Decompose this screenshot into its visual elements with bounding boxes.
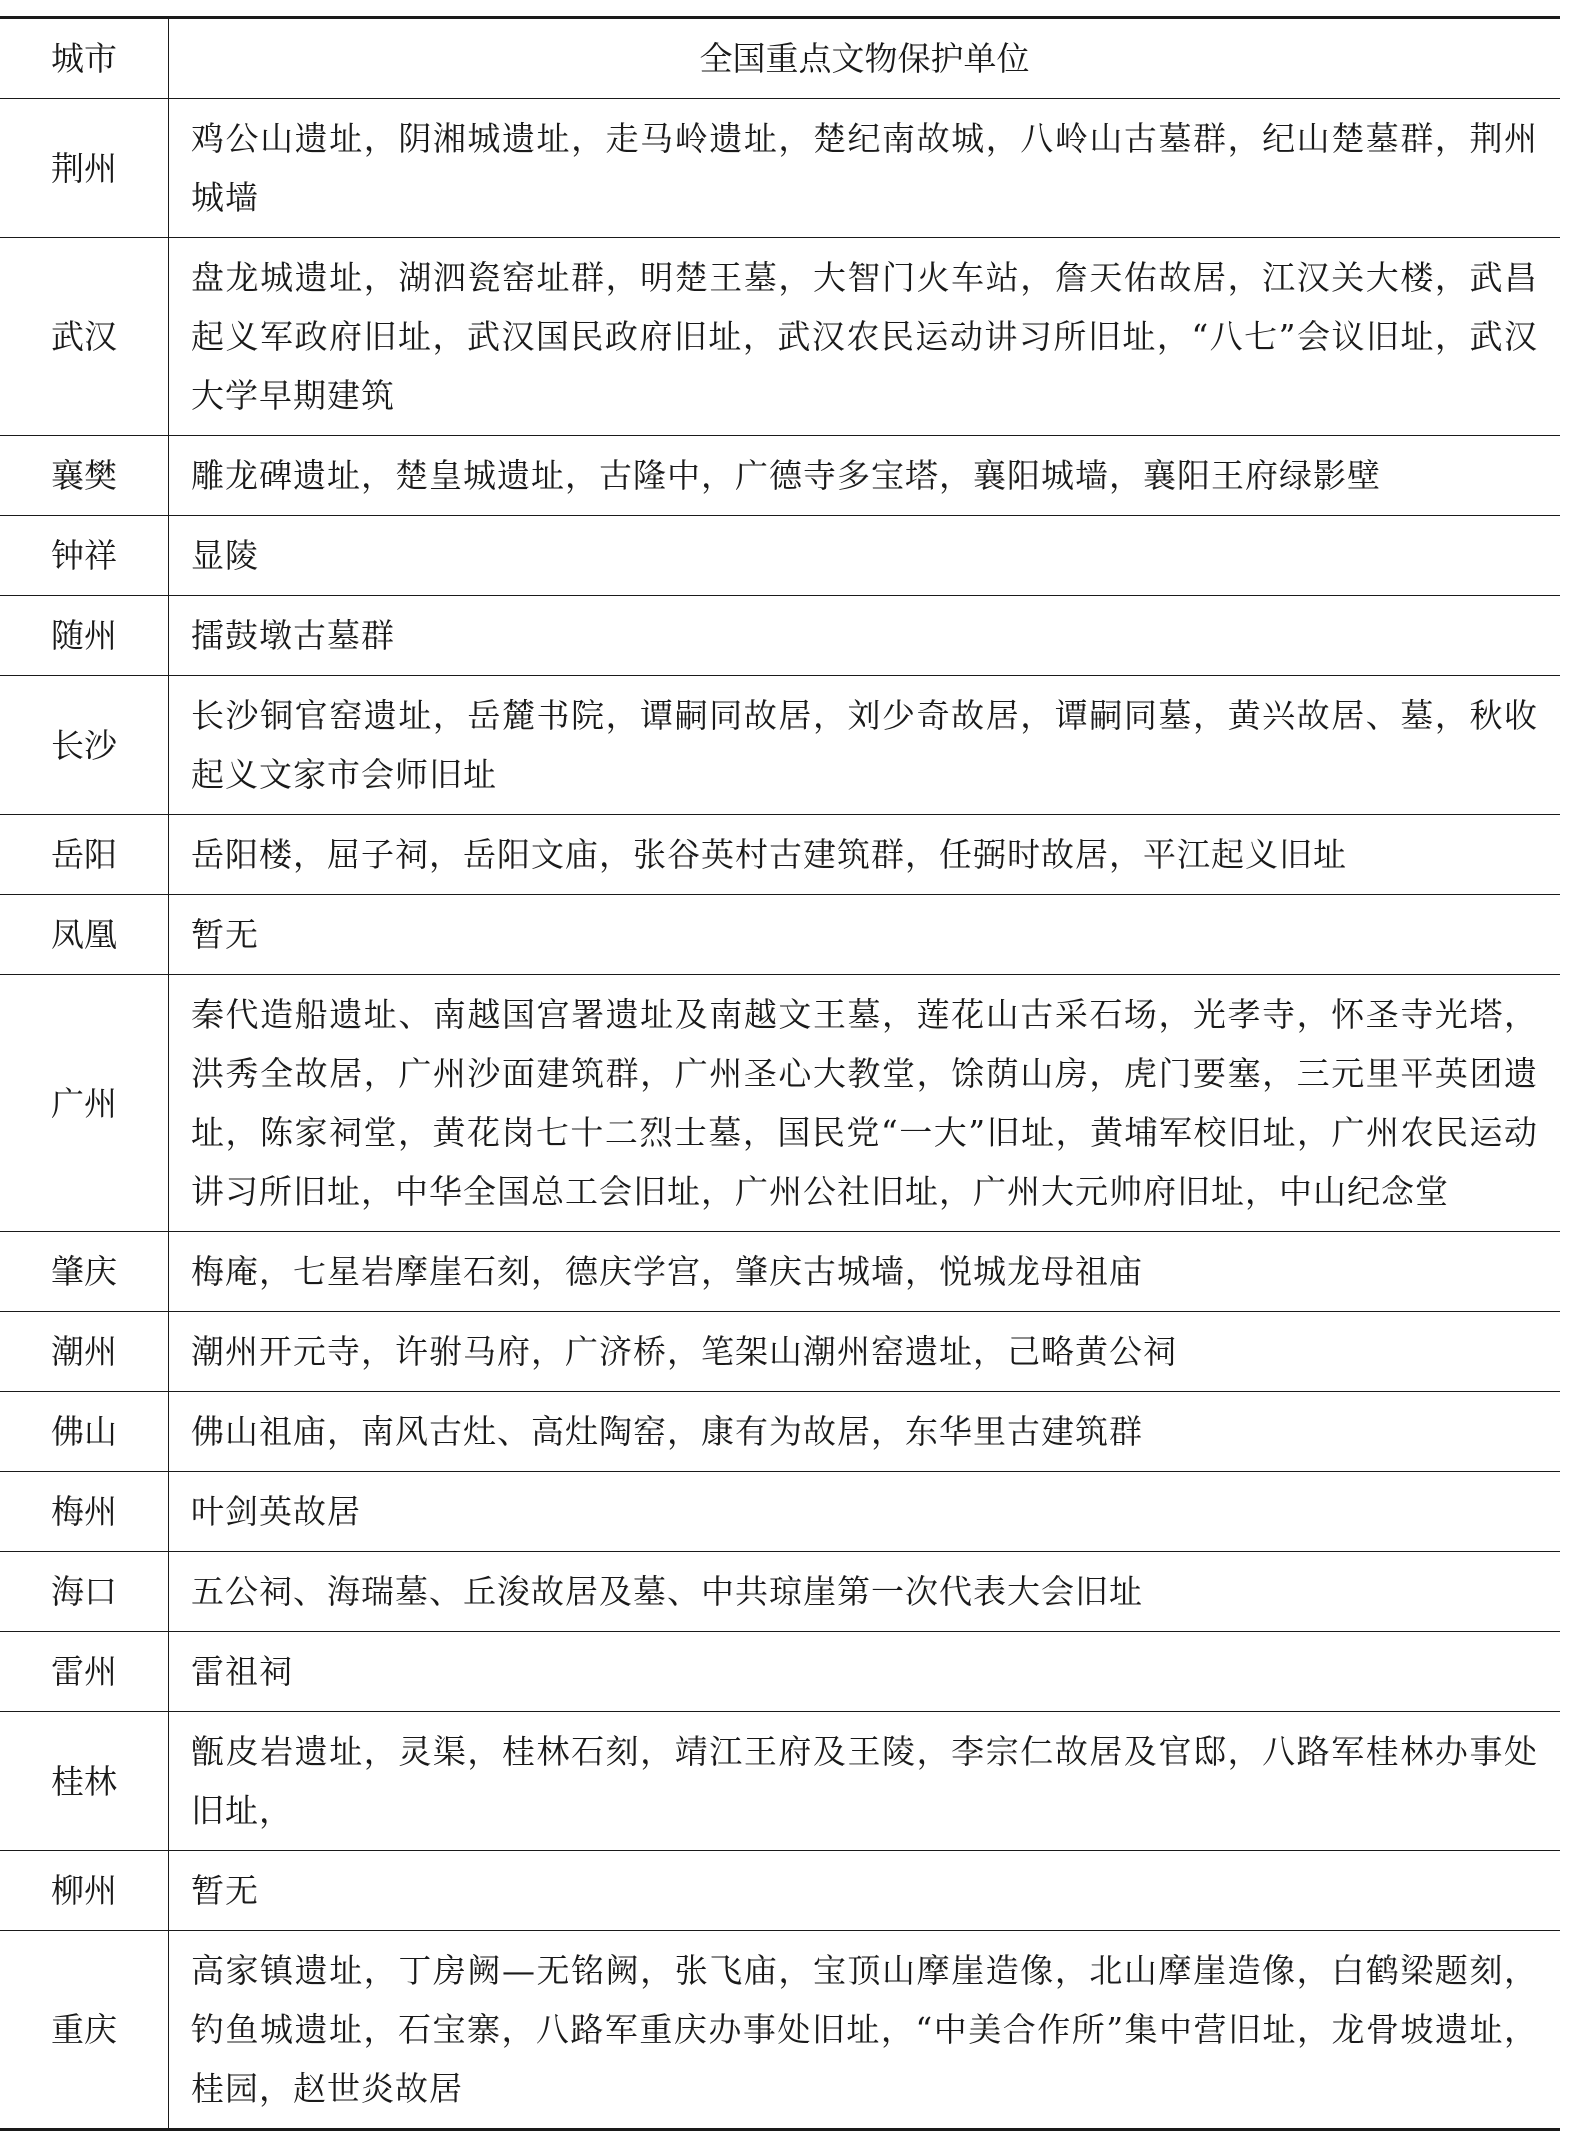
table-row (0, 516, 1560, 596)
city-cell: 长沙 (0, 676, 169, 815)
table-row (0, 895, 1560, 975)
table-row (0, 238, 1560, 436)
city-cell: 肇庆 (0, 1232, 169, 1312)
table-row (0, 1392, 1560, 1472)
city-cell: 广州 (0, 975, 169, 1232)
sites-cell: 擂鼓墩古墓群 (191, 616, 395, 655)
sites-cell: 岳阳楼，屈子祠，岳阳文庙，张谷英村古建筑群，任弼时故居，平江起义旧址 (191, 835, 1347, 874)
city-cell: 钟祥 (0, 516, 169, 596)
table-row (0, 1312, 1560, 1392)
sites-cell: 秦代造船遗址、南越国宫署遗址及南越文王墓，莲花山古采石场，光孝寺，怀圣寺光塔，洪秀全故居，广州沙面建筑群，广州圣心大教堂，馀荫山房，虎门要塞，三元里平英团遗址，陈家祠堂，黄花岗七十二烈士墓，国民党“一大”旧址，黄埔军校旧址，广州农民运动讲习所旧址，中华全国总工会旧址，广州公社旧址，广州大元帅府旧址，中山纪念堂 (191, 995, 1538, 1211)
sites-cell: 长沙铜官窑遗址，岳麓书院，谭嗣同故居，刘少奇故居，谭嗣同墓，黄兴故居、墓，秋收起义文家市会师旧址 (191, 696, 1538, 794)
city-cell: 武汉 (0, 238, 169, 436)
table-row (0, 1552, 1560, 1632)
sites-cell: 显陵 (191, 536, 259, 575)
header-sites: 全国重点文物保护单位 (699, 39, 1030, 78)
table-row (0, 1931, 1560, 2130)
city-cell: 梅州 (0, 1472, 169, 1552)
table-row (0, 815, 1560, 895)
sites-cell: 五公祠、海瑞墓、丘浚故居及墓、中共琼崖第一次代表大会旧址 (191, 1572, 1143, 1611)
table-row (0, 1851, 1560, 1931)
city-cell: 随州 (0, 596, 169, 676)
city-cell: 襄樊 (0, 436, 169, 516)
table-row (0, 596, 1560, 676)
table-row (0, 676, 1560, 815)
city-cell: 雷州 (0, 1632, 169, 1712)
sites-cell: 鸡公山遗址，阴湘城遗址，走马岭遗址，楚纪南故城，八岭山古墓群，纪山楚墓群，荆州城墙 (191, 119, 1538, 217)
table-row (0, 975, 1560, 1232)
sites-cell: 叶剑英故居 (191, 1492, 361, 1531)
sites-cell: 雕龙碑遗址，楚皇城遗址，古隆中，广德寺多宝塔，襄阳城墙，襄阳王府绿影壁 (191, 456, 1381, 495)
city-cell: 潮州 (0, 1312, 169, 1392)
city-cell: 桂林 (0, 1712, 169, 1851)
sites-cell: 高家镇遗址，丁房阙—无铭阙，张飞庙，宝顶山摩崖造像，北山摩崖造像，白鹤梁题刻，钓鱼城遗址，石宝寨，八路军重庆办事处旧址，“中美合作所”集中营旧址，龙骨坡遗址，桂园，赵世炎故居 (191, 1951, 1538, 2108)
table-body (0, 99, 1560, 2130)
city-cell: 海口 (0, 1552, 169, 1632)
city-cell: 佛山 (0, 1392, 169, 1472)
sites-cell: 暂无 (191, 915, 259, 954)
sites-cell: 佛山祖庙，南风古灶、高灶陶窑，康有为故居，东华里古建筑群 (191, 1412, 1143, 1451)
sites-cell: 梅庵，七星岩摩崖石刻，德庆学宫，肇庆古城墙，悦城龙母祖庙 (191, 1252, 1143, 1291)
sites-cell: 雷祖祠 (191, 1652, 293, 1691)
city-cell: 荆州 (0, 99, 169, 238)
table-row (0, 1632, 1560, 1712)
sites-cell: 甑皮岩遗址，灵渠，桂林石刻，靖江王府及王陵，李宗仁故居及官邸，八路军桂林办事处旧址， (191, 1732, 1538, 1830)
header-city: 城市 (0, 18, 169, 99)
city-cell: 凤凰 (0, 895, 169, 975)
city-cell: 柳州 (0, 1851, 169, 1931)
header-row (0, 18, 1560, 99)
sites-cell: 暂无 (191, 1871, 259, 1910)
sites-cell: 盘龙城遗址，湖泗瓷窑址群，明楚王墓，大智门火车站，詹天佑故居，江汉关大楼，武昌起义军政府旧址，武汉国民政府旧址，武汉农民运动讲习所旧址，“八七”会议旧址，武汉大学早期建筑 (191, 258, 1538, 415)
city-cell: 岳阳 (0, 815, 169, 895)
table-row (0, 1712, 1560, 1851)
table-row (0, 1232, 1560, 1312)
sites-cell: 潮州开元寺，许驸马府，广济桥，笔架山潮州窑遗址，己略黄公祠 (191, 1332, 1177, 1371)
heritage-sites-table (0, 16, 1560, 2131)
table-row (0, 1472, 1560, 1552)
table-row (0, 436, 1560, 516)
city-cell: 重庆 (0, 1931, 169, 2130)
table-row (0, 99, 1560, 238)
table-header (0, 18, 1560, 99)
